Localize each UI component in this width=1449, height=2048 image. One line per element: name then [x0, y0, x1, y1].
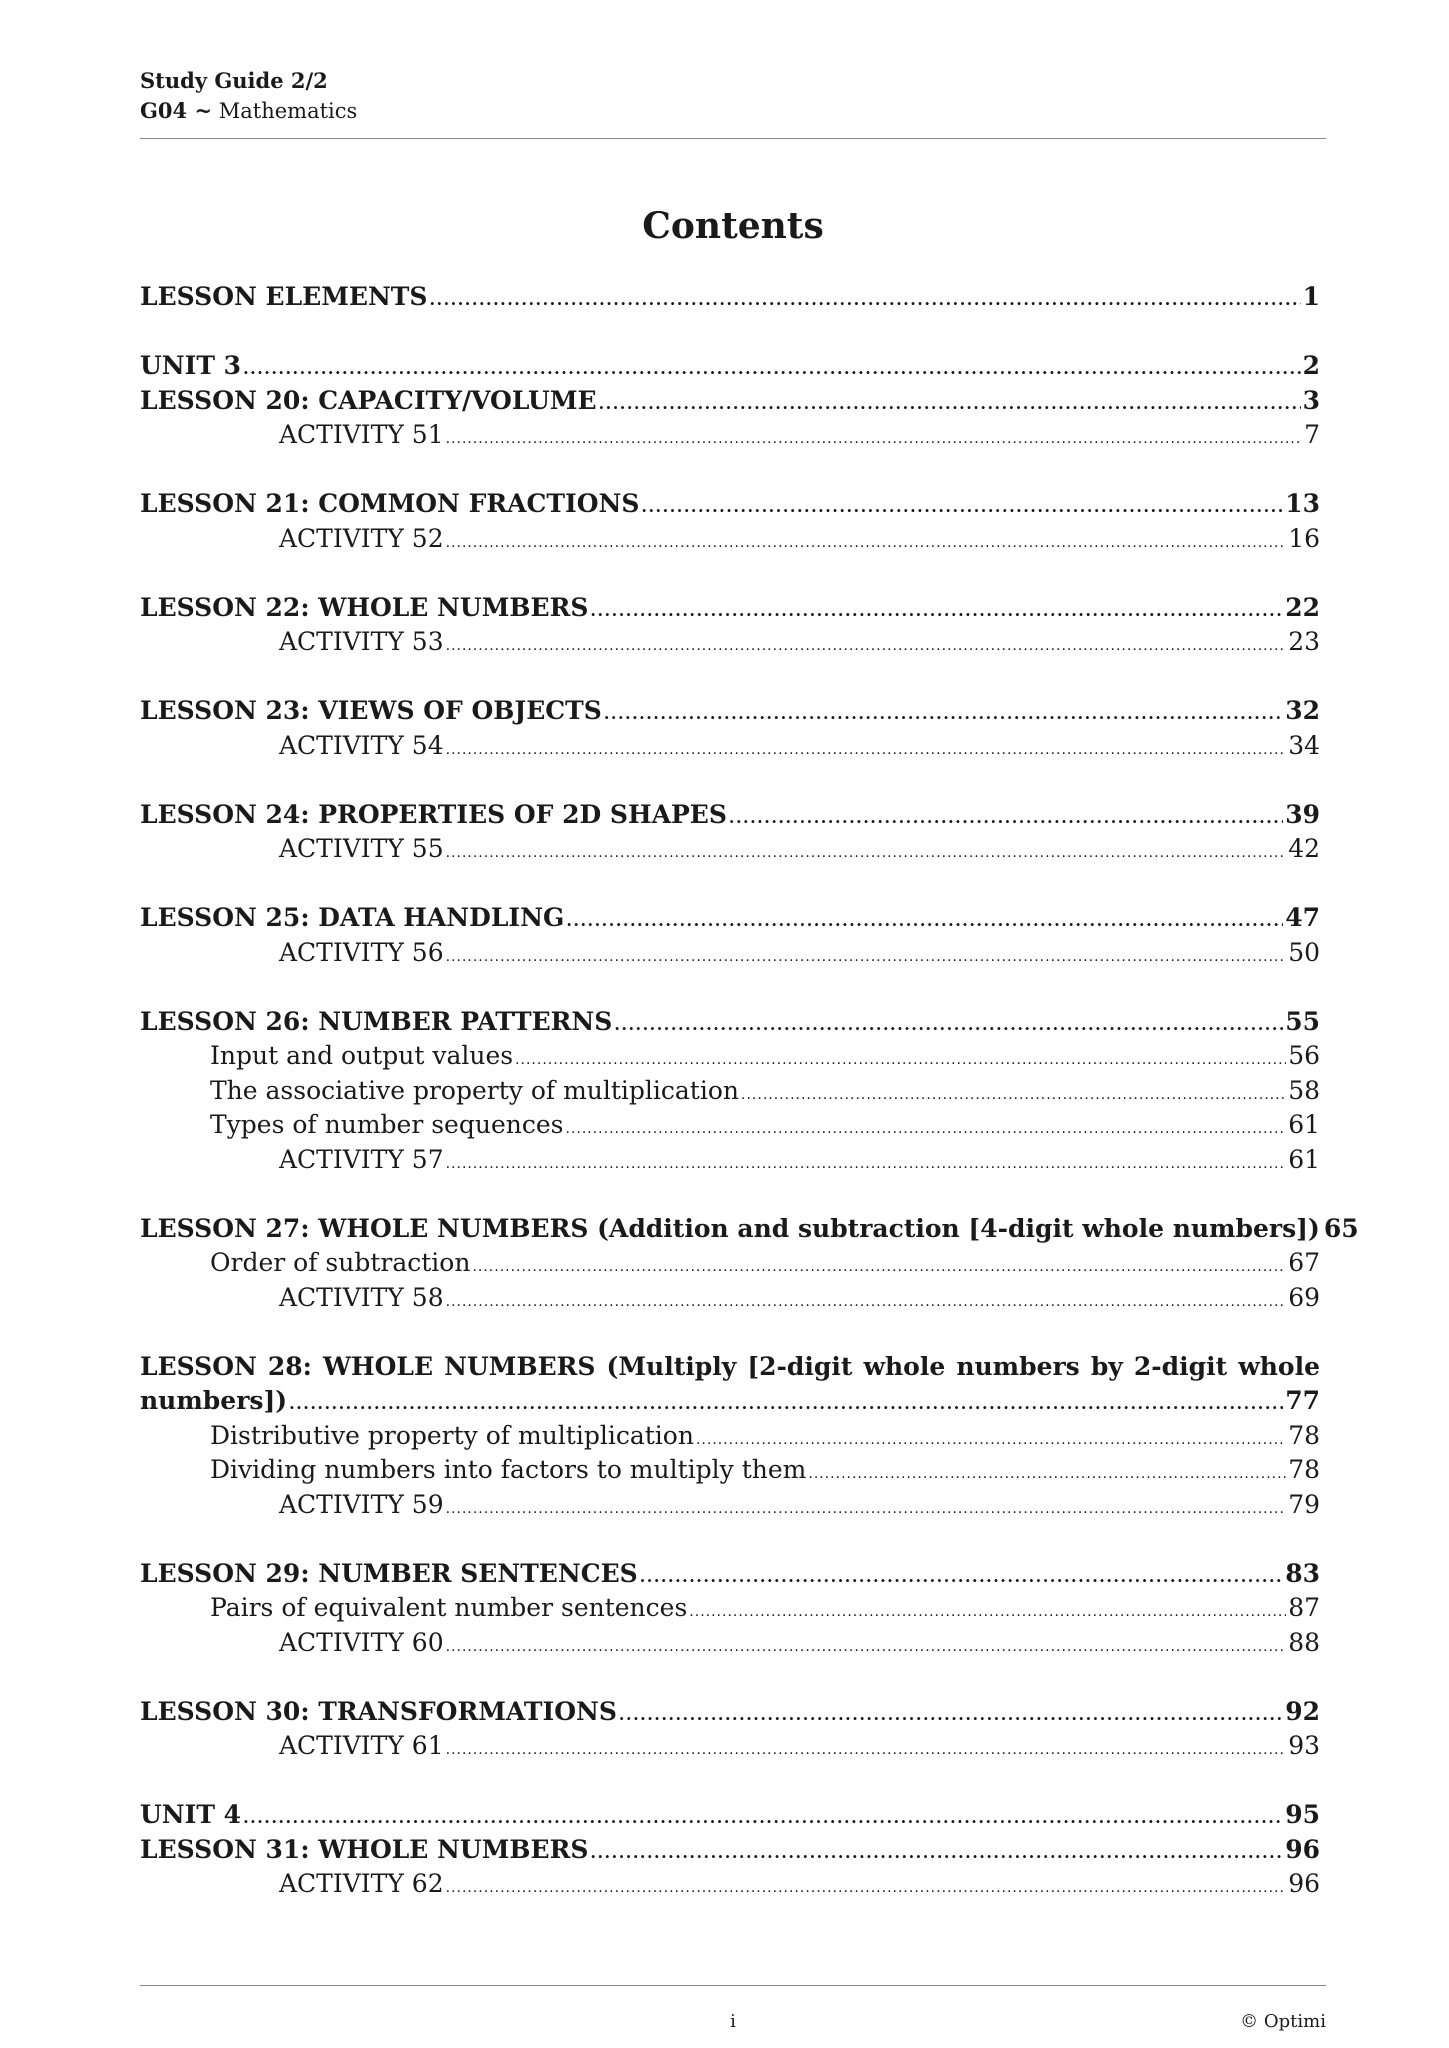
toc-entry-activity-61[interactable]: ACTIVITY 61 ..... 93 — [140, 1729, 1320, 1764]
toc-entry-activity-60[interactable]: ACTIVITY 60 ..... 88 — [140, 1626, 1320, 1661]
toc-entry-order-of-subtraction[interactable]: Order of subtraction ..... 67 — [140, 1246, 1320, 1281]
toc-entry-activity-58[interactable]: ACTIVITY 58 ..... 69 — [140, 1281, 1320, 1316]
toc-entry-types-of-sequences[interactable]: Types of number sequences ..... 61 — [140, 1108, 1320, 1143]
toc-entry-activity-62[interactable]: ACTIVITY 62 ..... 96 — [140, 1867, 1320, 1902]
toc-entry-lesson-23[interactable]: LESSON 23: VIEWS OF OBJECTS ..... 32 — [140, 694, 1320, 729]
toc-entry-lesson-25[interactable]: LESSON 25: DATA HANDLING ..... 47 — [140, 901, 1320, 936]
copyright-notice: © Optimi — [1240, 2011, 1326, 2032]
toc-entry-activity-56[interactable]: ACTIVITY 56 ..... 50 — [140, 936, 1320, 971]
subject-name: Mathematics — [218, 99, 358, 123]
course-code: G04 ~ — [140, 98, 213, 123]
toc-entry-input-output-values[interactable]: Input and output values ..... 56 — [140, 1039, 1320, 1074]
toc-entry-dividing-into-factors[interactable]: Dividing numbers into factors to multiply them ..... 78 — [140, 1453, 1320, 1488]
toc-entry-activity-54[interactable]: ACTIVITY 54 ..... 34 — [140, 729, 1320, 764]
page-number: i — [730, 2011, 736, 2032]
toc-entry-distributive-property[interactable]: Distributive property of multiplication ..... 78 — [140, 1419, 1320, 1454]
table-of-contents — [140, 280, 1359, 1902]
toc-entry-associative-property[interactable]: The associative property of multiplication ..... 58 — [140, 1074, 1320, 1109]
toc-entry-lesson-elements[interactable]: LESSON ELEMENTS ..... 1 — [140, 280, 1320, 315]
toc-entry-activity-51[interactable]: ACTIVITY 51 ..... 7 — [140, 418, 1320, 453]
toc-entry-lesson-29[interactable]: LESSON 29: NUMBER SENTENCES ..... 83 — [140, 1557, 1320, 1592]
header-divider — [140, 138, 1326, 139]
toc-entry-lesson-27[interactable]: LESSON 27: WHOLE NUMBERS (Addition and subtraction [4-digit whole numbers]) 65 — [140, 1213, 1359, 1243]
page-header — [140, 66, 1326, 126]
toc-entry-lesson-31[interactable]: LESSON 31: WHOLE NUMBERS ..... 96 — [140, 1833, 1320, 1868]
toc-entry-equivalent-sentences[interactable]: Pairs of equivalent number sentences ..... 87 — [140, 1591, 1320, 1626]
toc-entry-unit-3[interactable]: UNIT 3 ..... 2 — [140, 349, 1320, 384]
toc-entry-lesson-20[interactable]: LESSON 20: CAPACITY/VOLUME ..... 3 — [140, 384, 1320, 419]
footer-divider — [140, 1985, 1326, 1986]
toc-entry-lesson-22[interactable]: LESSON 22: WHOLE NUMBERS ..... 22 — [140, 591, 1320, 626]
toc-entry-activity-59[interactable]: ACTIVITY 59 ..... 79 — [140, 1488, 1320, 1523]
toc-entry-activity-57[interactable]: ACTIVITY 57 ..... 61 — [140, 1143, 1320, 1178]
toc-entry-lesson-26[interactable]: LESSON 26: NUMBER PATTERNS ..... 55 — [140, 1005, 1320, 1040]
toc-entry-unit-4[interactable]: UNIT 4 ..... 95 — [140, 1798, 1320, 1833]
toc-entry-lesson-30[interactable]: LESSON 30: TRANSFORMATIONS ..... 92 — [140, 1695, 1320, 1730]
page-title: Contents — [642, 205, 824, 247]
toc-entry-activity-52[interactable]: ACTIVITY 52 ..... 16 — [140, 522, 1320, 557]
toc-entry-lesson-28[interactable]: numbers]) ..... 77 — [140, 1384, 1320, 1419]
toc-entry-activity-55[interactable]: ACTIVITY 55 ..... 42 — [140, 832, 1320, 867]
toc-entry-lesson-28-line1[interactable]: LESSON 28: WHOLE NUMBERS (Multiply [2-digit whole numbers by 2-digit whole — [140, 1351, 1320, 1381]
study-guide-label: Study Guide 2/2 — [140, 68, 328, 93]
course-line — [140, 96, 1326, 126]
toc-entry-lesson-24[interactable]: LESSON 24: PROPERTIES OF 2D SHAPES ..... 39 — [140, 798, 1320, 833]
toc-entry-activity-53[interactable]: ACTIVITY 53 ..... 23 — [140, 625, 1320, 660]
toc-entry-lesson-21[interactable]: LESSON 21: COMMON FRACTIONS ..... 13 — [140, 487, 1320, 522]
